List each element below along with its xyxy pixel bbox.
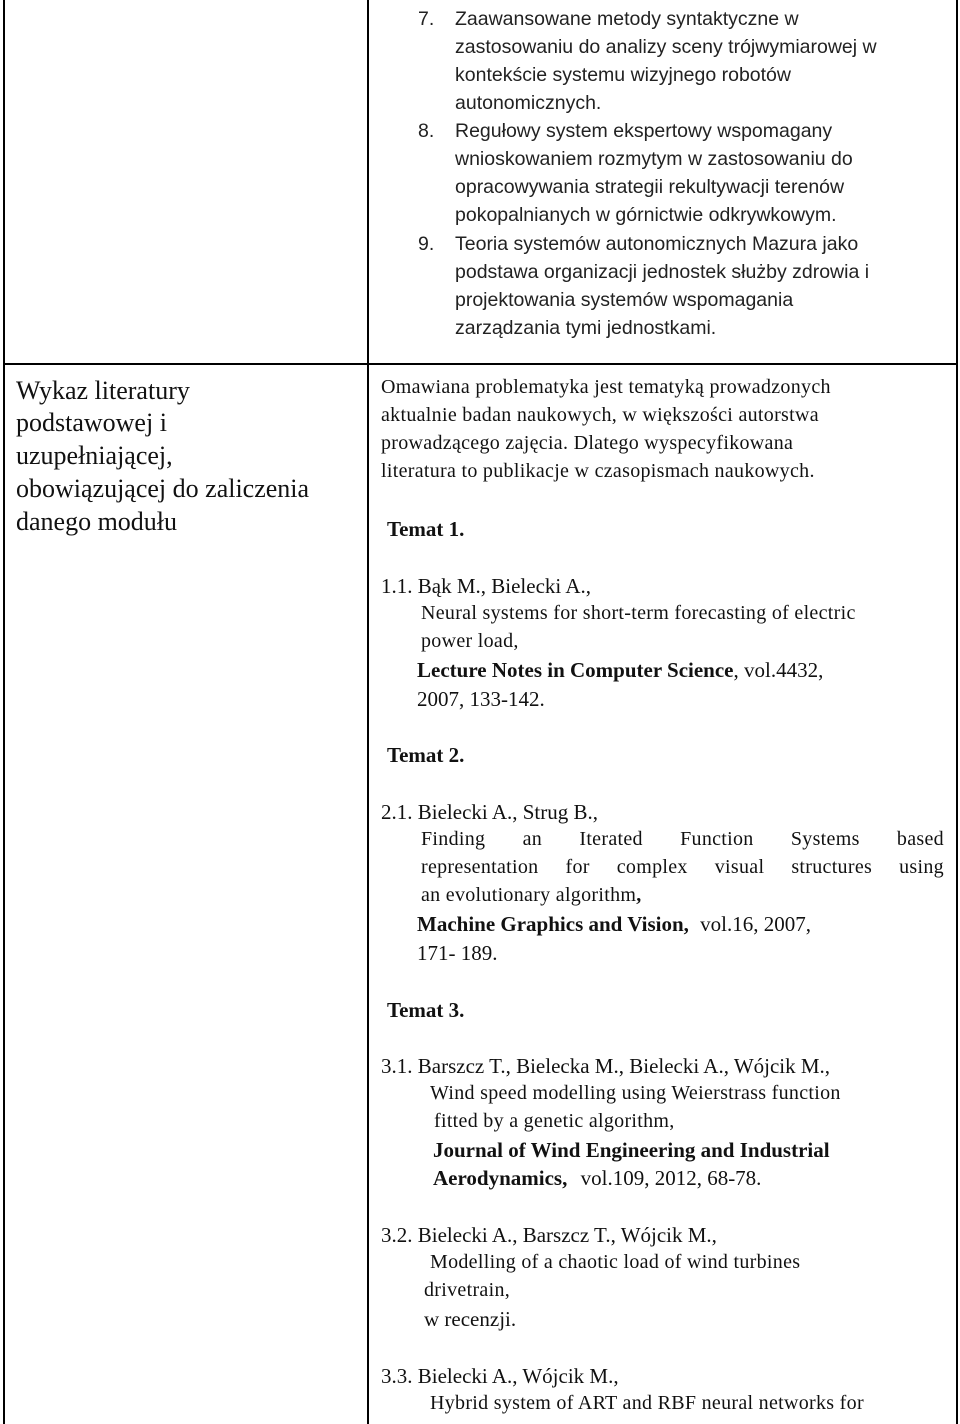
reference-title: power load,	[421, 630, 519, 652]
reference-status: w recenzji.	[424, 1307, 517, 1331]
title-word: an	[522, 828, 543, 850]
reference-title	[421, 884, 642, 907]
list-item-number: 8.	[418, 120, 435, 142]
reference-venue: Lecture Notes in Computer Science	[417, 658, 734, 682]
reference-title: drivetrain,	[424, 1279, 511, 1301]
reference-title: Neural systems for short-term forecasting of electric	[421, 602, 856, 624]
table-column-divider	[367, 0, 369, 1424]
reference-venue-line	[433, 1166, 761, 1191]
reference-volume: , vol.4432,	[733, 658, 824, 682]
reference-venue: Machine Graphics and Vision,	[417, 912, 689, 936]
reference-year-pages: 2007, 133-142.	[417, 687, 545, 711]
title-word: structures	[791, 856, 873, 878]
list-item-line: podstawa organizacji jednostek służby zdrowia i	[455, 261, 870, 283]
list-item-line: autonomicznych.	[455, 92, 602, 114]
list-item-number: 9.	[418, 233, 435, 255]
reference-authors: 1.1. Bąk M., Bielecki A.,	[381, 574, 591, 598]
reference-venue-line	[417, 658, 823, 683]
title-word: complex	[616, 856, 688, 878]
row-label-line: obowiązującej do zaliczenia	[16, 474, 310, 503]
list-item-line: zastosowaniu do analizy sceny trójwymiarowej w	[455, 36, 877, 58]
title-word: representation	[421, 856, 539, 878]
reference-title: Wind speed modelling using Weierstrass function	[430, 1082, 841, 1104]
reference-venue-line	[417, 912, 811, 937]
topic-heading: Temat 2.	[387, 743, 465, 767]
reference-title-justified	[421, 856, 944, 879]
list-item-line: projektowania systemów wspomagania	[455, 289, 794, 311]
row-label-line: uzupełniającej,	[16, 441, 173, 470]
reference-title: fitted by a genetic algorithm,	[434, 1110, 675, 1132]
reference-title-justified	[421, 828, 944, 851]
row-label-line: podstawowej i	[16, 408, 167, 437]
title-word: Systems	[790, 828, 860, 850]
reference-pages: 171- 189.	[417, 941, 498, 965]
list-item-number: 7.	[418, 8, 435, 30]
reference-authors: 3.2. Bielecki A., Barszcz T., Wójcik M.,	[381, 1223, 717, 1247]
topic-heading: Temat 3.	[387, 998, 465, 1022]
intro-line: Omawiana problematyka jest tematyką prowadzonych	[381, 376, 831, 398]
reference-authors: 3.3. Bielecki A., Wójcik M.,	[381, 1364, 619, 1388]
title-text: an evolutionary algorithm	[421, 884, 637, 906]
title-word: using	[899, 856, 944, 878]
reference-volume: vol.109, 2012, 68-78.	[580, 1166, 762, 1190]
reference-title: Modelling of a chaotic load of wind turbines	[430, 1251, 801, 1273]
topic-heading: Temat 1.	[387, 517, 465, 541]
list-item-line: opracowywania strategii rekultywacji terenów	[455, 176, 845, 198]
reference-authors: 2.1. Bielecki A., Strug B.,	[381, 800, 598, 824]
table-row-divider	[3, 363, 957, 365]
list-item-line: Zaawansowane metody syntaktyczne w	[455, 8, 799, 30]
row-label-line: danego modułu	[16, 507, 178, 536]
intro-line: aktualnie badan naukowych, w większości autorstwa	[381, 404, 819, 426]
list-item-line: Teoria systemów autonomicznych Mazura jako	[455, 233, 859, 255]
reference-volume: vol.16, 2007,	[700, 912, 811, 936]
title-word: visual	[714, 856, 765, 878]
title-word: Function	[680, 828, 754, 850]
row-label-line: Wykaz literatury	[16, 376, 190, 405]
list-item-line: Regułowy system ekspertowy wspomagany	[455, 120, 833, 142]
table-border-left	[3, 0, 5, 1424]
list-item-line: pokopalnianych w górnictwie odkrywkowym.	[455, 204, 837, 226]
title-word: for	[565, 856, 590, 878]
reference-title: Hybrid system of ART and RBF neural networks for	[430, 1392, 864, 1414]
reference-venue: Aerodynamics,	[433, 1166, 568, 1190]
table-border-right	[956, 0, 958, 1424]
title-word: based	[896, 828, 944, 850]
intro-line: prowadzącego zajęcia. Dlatego wyspecyfikowana	[381, 432, 794, 454]
title-word: Finding	[421, 828, 486, 850]
list-item-line: zarządzania tymi jednostkami.	[455, 317, 717, 339]
list-item-line: wnioskowaniem rozmytym w zastosowaniu do	[455, 148, 853, 170]
list-item-line: kontekście systemu wizyjnego robotów	[455, 64, 791, 86]
intro-line: literatura to publikacje w czasopismach naukowych.	[381, 460, 815, 482]
reference-authors: 3.1. Barszcz T., Bielecka M., Bielecki A., Wójcik M.,	[381, 1054, 831, 1078]
reference-venue: Journal of Wind Engineering and Industrial	[433, 1138, 830, 1162]
title-word: Iterated	[579, 828, 643, 850]
title-comma: ,	[636, 884, 642, 906]
